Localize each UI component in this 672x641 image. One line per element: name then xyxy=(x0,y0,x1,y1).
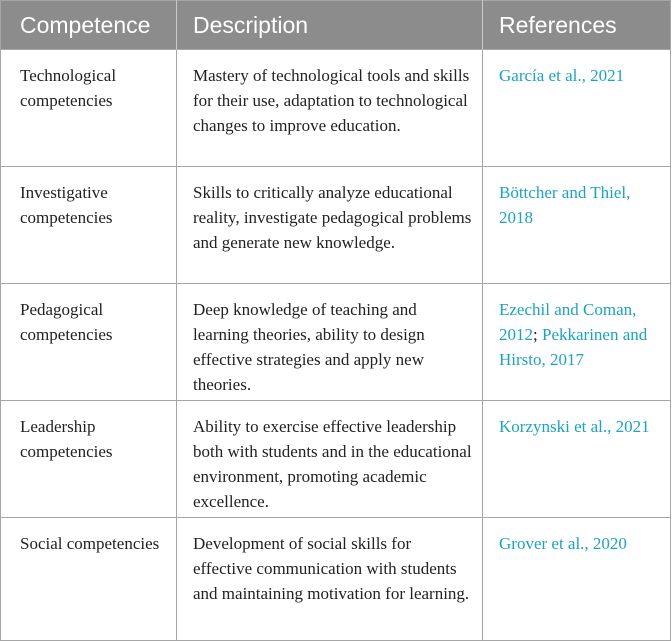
competence-cell: Pedagogical competencies xyxy=(1,284,177,401)
reference-link[interactable]: Korzynski et al., 2021 xyxy=(499,417,650,436)
description-cell: Ability to exercise effective leadership both with students and in the educational environment, promoting academic excellence. xyxy=(177,401,483,518)
references-cell xyxy=(483,401,671,518)
competence-cell: Technological competencies xyxy=(1,50,177,167)
header-competence: Competence xyxy=(1,1,177,50)
references-cell xyxy=(483,518,671,641)
table-body xyxy=(1,50,671,641)
description-cell: Deep knowledge of teaching and learning theories, ability to design effective strategies and apply new theories. xyxy=(177,284,483,401)
table-row xyxy=(1,50,671,167)
reference-link[interactable]: Pekkarinen and Hirsto, 2017 xyxy=(499,325,648,369)
references-cell xyxy=(483,167,671,284)
description-cell: Mastery of technological tools and skills for their use, adaptation to technological changes to improve education. xyxy=(177,50,483,167)
description-cell: Development of social skills for effective communication with students and maintaining motivation for learning. xyxy=(177,518,483,641)
header-description: Description xyxy=(177,1,483,50)
reference-link[interactable]: Grover et al., 2020 xyxy=(499,534,627,553)
reference-link[interactable]: García et al., 2021 xyxy=(499,66,625,85)
table-row xyxy=(1,401,671,518)
reference-link[interactable]: Böttcher and Thiel, 2018 xyxy=(499,183,631,227)
header-row xyxy=(1,1,671,50)
competence-cell: Social competencies xyxy=(1,518,177,641)
references-cell xyxy=(483,50,671,167)
header-references: References xyxy=(483,1,671,50)
reference-separator: ; xyxy=(533,325,542,344)
table-row xyxy=(1,518,671,641)
table-header xyxy=(1,1,671,50)
table-row xyxy=(1,167,671,284)
table-row xyxy=(1,284,671,401)
description-cell: Skills to critically analyze educational reality, investigate pedagogical problems and generate new knowledge. xyxy=(177,167,483,284)
competence-cell: Investigative competencies xyxy=(1,167,177,284)
references-cell xyxy=(483,284,671,401)
competence-cell: Leadership competencies xyxy=(1,401,177,518)
reference-link[interactable]: Ezechil and Coman, 2012 xyxy=(499,300,637,344)
